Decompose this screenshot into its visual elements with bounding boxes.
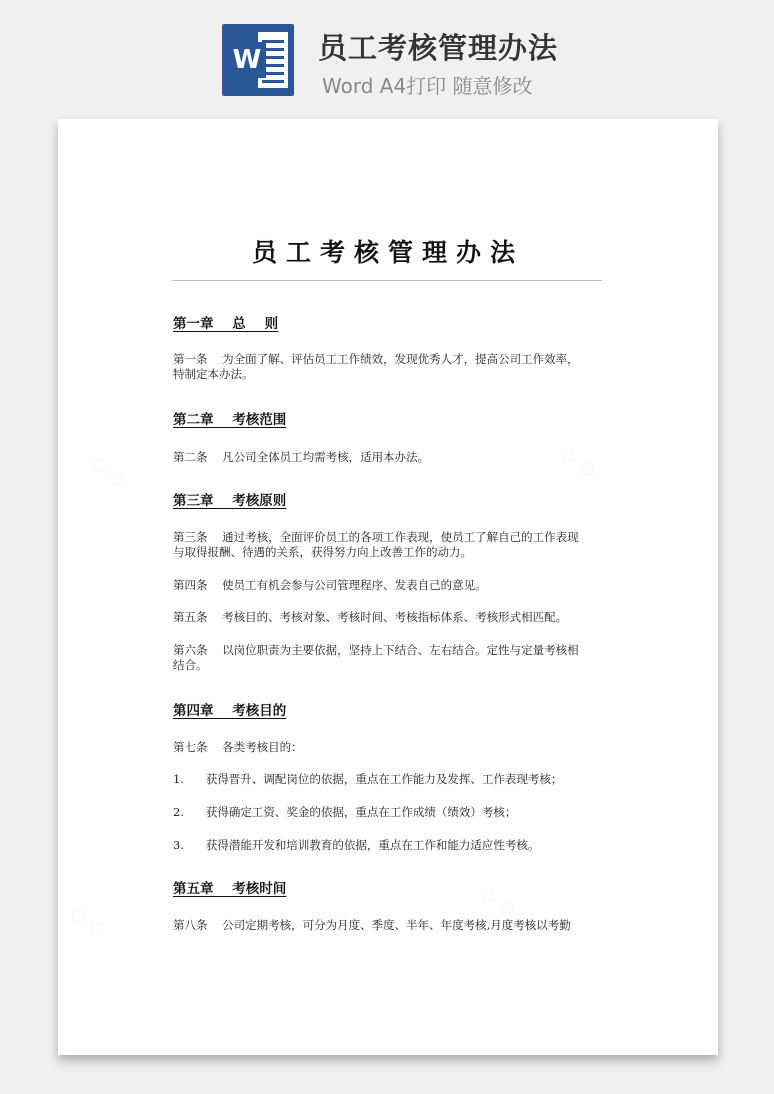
banner-title: 员工考核管理办法 [318,31,559,65]
chapter-heading: 第三章 考核原则 [173,493,287,509]
article-paragraph: 第六条 以岗位职责为主要依据，坚持上下结合、左右结合。定性与定量考核相 结合。 [173,643,579,672]
list-item: 1. 获得晋升、调配岗位的依据，重点在工作能力及发挥、工作表现考核； [173,772,563,786]
word-logo-letter: W [228,42,266,78]
watermark: ◇ ◇ [474,879,523,924]
article-paragraph: 第二条 凡公司全体员工均需考核，适用本办法。 [173,450,430,464]
title-divider [172,280,602,281]
article-paragraph: 第四条 使员工有机会参与公司管理程序、发表自己的意见。 [173,578,487,592]
document-page [58,119,718,1055]
article-paragraph: 第三条 通过考核，全面评价员工的各项工作表现，使员工了解自己的工作表现 与取得报酬、待遇的关系，获得努力向上改善工作的动力。 [173,530,579,559]
article-paragraph: 第一条 为全面了解、评估员工工作绩效，发现优秀人才，提高公司工作效率， 特制定本办法。 [173,352,579,381]
article-paragraph: 第八条 公司定期考核，可分为月度、季度、半年、年度考核,月度考核以考勤 [173,918,571,932]
chapter-heading: 第二章 考核范围 [173,412,287,428]
watermark: ◇ ◇ [554,439,603,484]
banner-subtitle: Word A4打印 随意修改 [322,74,533,98]
watermark: ◇ ◇ [64,899,113,944]
chapter-heading: 第一章 总 则 [173,316,279,332]
list-item: 2. 获得确定工资、奖金的依据，重点在工作成绩（绩效）考核； [173,805,517,819]
chapter-heading: 第四章 考核目的 [173,703,287,719]
watermark: ◇ ◇ [84,449,133,494]
word-logo-icon [222,24,294,96]
list-item: 3. 获得潜能开发和培训教育的依据，重点在工作和能力适应性考核。 [173,838,540,852]
header-banner [0,0,774,118]
chapter-heading: 第五章 考核时间 [173,881,287,897]
article-paragraph: 第七条 各类考核目的： [173,740,303,754]
document-title: 员工考核管理办法 [251,238,524,267]
article-paragraph: 第五条 考核目的、考核对象、考核时间、考核指标体系、考核形式相匹配。 [173,610,568,624]
